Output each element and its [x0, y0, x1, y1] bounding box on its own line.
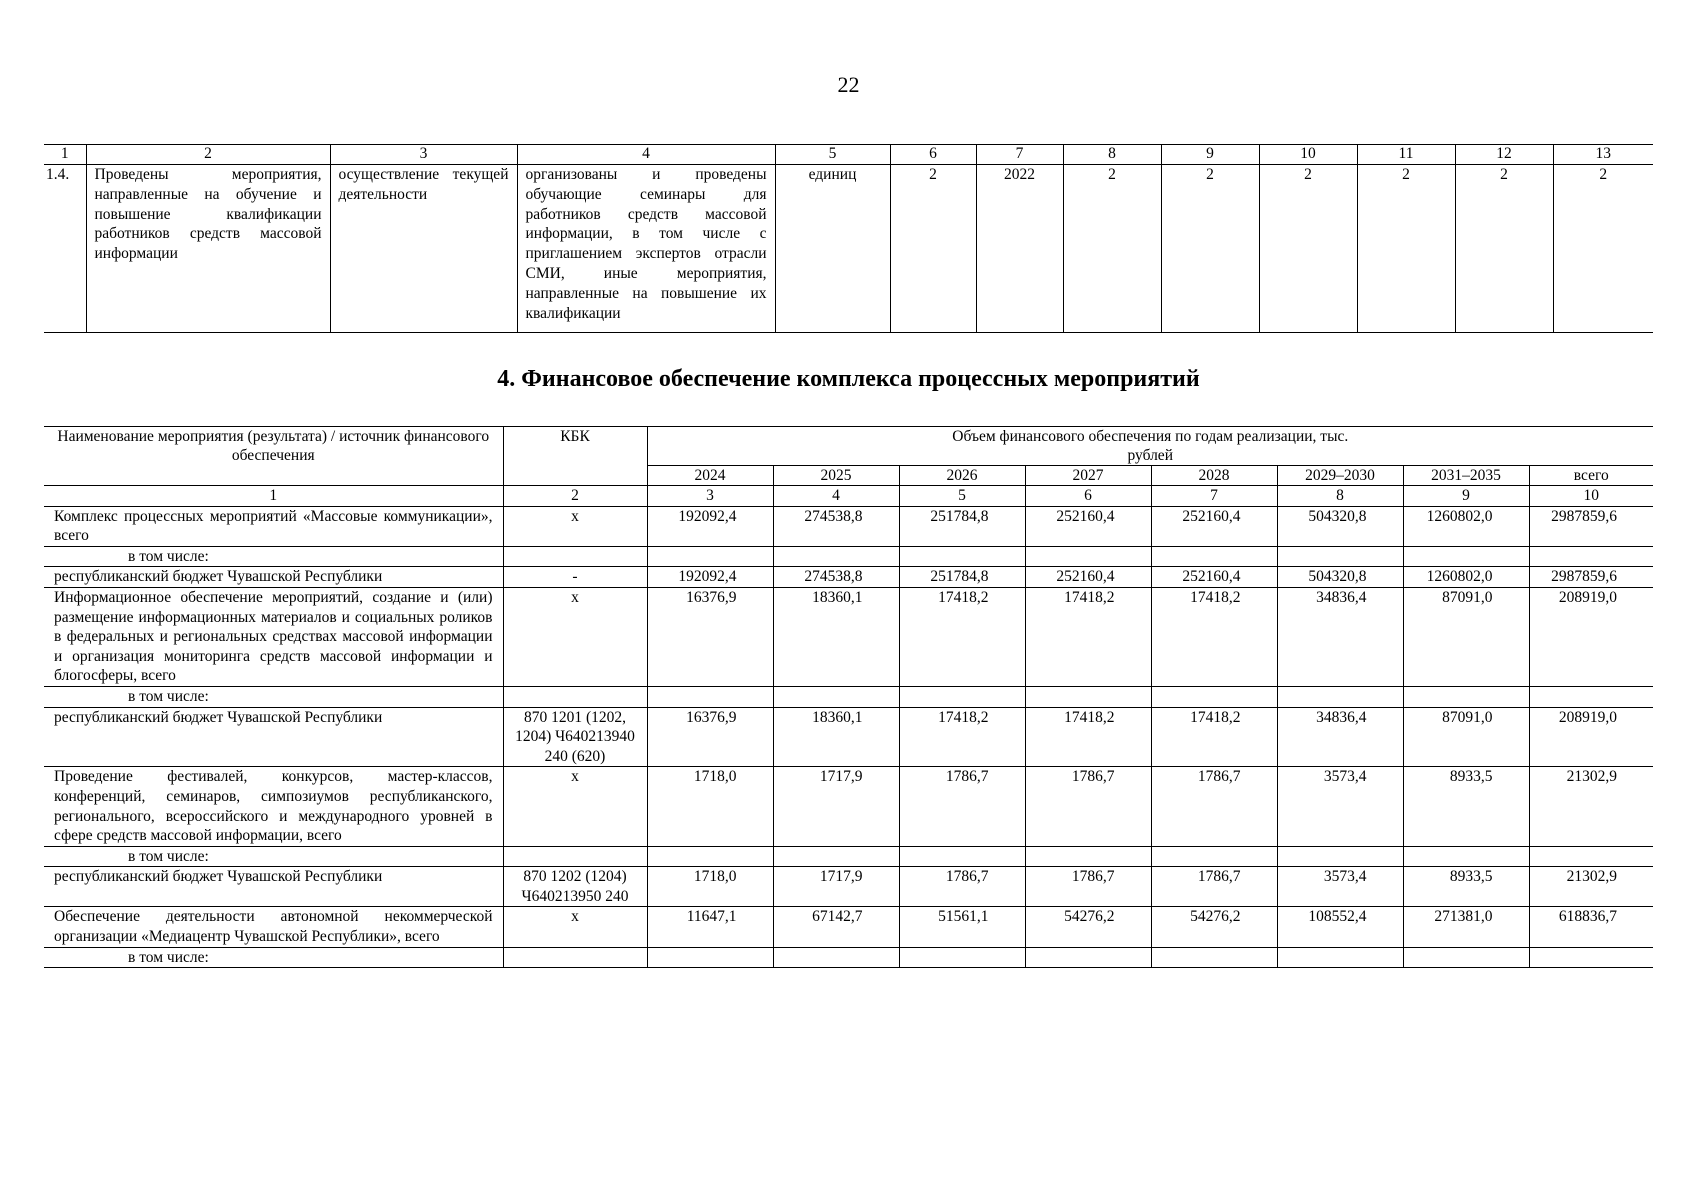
- value-cell: [1529, 846, 1653, 867]
- value-cell: 21302,9: [1529, 867, 1653, 907]
- year-header: всего: [1529, 466, 1653, 486]
- value-cell: 34836,4: [1277, 587, 1403, 686]
- column-number: 4: [773, 486, 899, 507]
- value-cell: 21302,9: [1529, 767, 1653, 846]
- value-cell: [1025, 546, 1151, 567]
- header-volume: Объем финансового обеспечения по годам реализации, тыс. рублей: [647, 427, 1653, 466]
- result-name: Проведены мероприятия, направленные на обучение и повышение квалификации работников средств массовой информации: [86, 165, 330, 333]
- value-cell: 34836,4: [1277, 707, 1403, 767]
- kbk-cell: х: [503, 907, 647, 947]
- row-name: республиканский бюджет Чувашской Республики: [44, 867, 503, 907]
- value-cell: 108552,4: [1277, 907, 1403, 947]
- value-cell: 208919,0: [1529, 587, 1653, 686]
- value-cell: 51561,1: [899, 907, 1025, 947]
- base-value: 2: [890, 165, 976, 333]
- row-name: в том числе:: [44, 546, 503, 567]
- value-cell: 2: [1161, 165, 1259, 333]
- column-number: 1: [44, 145, 86, 165]
- value-cell: [1403, 686, 1529, 707]
- value-cell: 11647,1: [647, 907, 773, 947]
- value-cell: [773, 846, 899, 867]
- value-cell: 54276,2: [1025, 907, 1151, 947]
- row-name: Обеспечение деятельности автономной некоммерческой организации «Медиацентр Чувашской Республики», всего: [44, 907, 503, 947]
- value-cell: [647, 546, 773, 567]
- value-cell: 3573,4: [1277, 867, 1403, 907]
- value-cell: [773, 947, 899, 968]
- year-header: 2031–2035: [1403, 466, 1529, 486]
- column-number: 8: [1277, 486, 1403, 507]
- value-cell: [899, 947, 1025, 968]
- value-cell: 192092,4: [647, 506, 773, 546]
- year-header: 2027: [1025, 466, 1151, 486]
- value-cell: 274538,8: [773, 506, 899, 546]
- value-cell: [1151, 846, 1277, 867]
- value-cell: 3573,4: [1277, 767, 1403, 846]
- value-cell: [1403, 947, 1529, 968]
- year-header: 2024: [647, 466, 773, 486]
- column-number: 4: [517, 145, 775, 165]
- value-cell: 16376,9: [647, 707, 773, 767]
- value-cell: [1277, 947, 1403, 968]
- value-cell: [647, 846, 773, 867]
- row-name: Проведение фестивалей, конкурсов, мастер-классов, конференций, семинаров, симпозиумов республиканского, регионального, всероссийского и международного уровней в сфере средств массовой информации, всего: [44, 767, 503, 846]
- value-cell: 252160,4: [1025, 567, 1151, 588]
- value-cell: 192092,4: [647, 567, 773, 588]
- value-cell: 252160,4: [1151, 506, 1277, 546]
- value-cell: [1025, 947, 1151, 968]
- row-name: в том числе:: [44, 686, 503, 707]
- column-number: 5: [899, 486, 1025, 507]
- column-number: 12: [1455, 145, 1553, 165]
- value-cell: [1025, 846, 1151, 867]
- column-number: 10: [1529, 486, 1653, 507]
- value-cell: [1403, 546, 1529, 567]
- value-cell: 8933,5: [1403, 767, 1529, 846]
- value-cell: 67142,7: [773, 907, 899, 947]
- kbk-cell: 870 1201 (1202, 1204) Ч640213940 240 (620): [503, 707, 647, 767]
- column-number: 11: [1357, 145, 1455, 165]
- value-cell: [1151, 686, 1277, 707]
- kbk-cell: х: [503, 767, 647, 846]
- value-cell: 2987859,6: [1529, 567, 1653, 588]
- financing-rows: [44, 506, 1653, 968]
- value-cell: [1277, 546, 1403, 567]
- row-name: в том числе:: [44, 947, 503, 968]
- table-row: [44, 907, 1653, 947]
- value-cell: [899, 546, 1025, 567]
- value-cell: 1786,7: [1151, 867, 1277, 907]
- value-cell: 2: [1357, 165, 1455, 333]
- value-cell: [1529, 947, 1653, 968]
- value-cell: 1260802,0: [1403, 567, 1529, 588]
- value-cell: 1786,7: [1151, 767, 1277, 846]
- value-cell: 252160,4: [1151, 567, 1277, 588]
- header-name: Наименование мероприятия (результата) / источник финансового обеспечения: [44, 427, 503, 486]
- value-cell: [1529, 686, 1653, 707]
- value-cell: 87091,0: [1403, 707, 1529, 767]
- value-cell: 1786,7: [899, 767, 1025, 846]
- column-number: 7: [976, 145, 1063, 165]
- value-cell: 18360,1: [773, 587, 899, 686]
- result-type: осуществление текущей деятельности: [330, 165, 517, 333]
- table-row: [44, 546, 1653, 567]
- table-header-row: [44, 427, 1653, 466]
- row-name: республиканский бюджет Чувашской Республики: [44, 707, 503, 767]
- result-description: организованы и проведены обучающие семинары для работников средств массовой информации, в том числе с приглашением экспертов отрасли СМИ, иные мероприятия, направленные на повышение их квалификации: [517, 165, 775, 333]
- year-header: 2028: [1151, 466, 1277, 486]
- column-number: 3: [330, 145, 517, 165]
- table-row: [44, 567, 1653, 588]
- table-header-row: [44, 145, 1653, 165]
- column-number: 13: [1553, 145, 1653, 165]
- kbk-cell: х: [503, 587, 647, 686]
- unit: единиц: [775, 165, 890, 333]
- value-cell: 251784,8: [899, 506, 1025, 546]
- value-cell: 1717,9: [773, 867, 899, 907]
- kbk-cell: [503, 947, 647, 968]
- value-cell: 274538,8: [773, 567, 899, 588]
- value-cell: [647, 947, 773, 968]
- value-cell: 504320,8: [1277, 567, 1403, 588]
- base-year: 2022: [976, 165, 1063, 333]
- value-cell: 17418,2: [899, 707, 1025, 767]
- value-cell: 17418,2: [1025, 587, 1151, 686]
- value-cell: [1151, 947, 1277, 968]
- table-row: [44, 767, 1653, 846]
- value-cell: [1277, 846, 1403, 867]
- value-cell: 271381,0: [1403, 907, 1529, 947]
- year-header: 2026: [899, 466, 1025, 486]
- table-row: [44, 587, 1653, 686]
- value-cell: 1718,0: [647, 867, 773, 907]
- value-cell: 251784,8: [899, 567, 1025, 588]
- value-cell: [773, 546, 899, 567]
- value-cell: [1151, 546, 1277, 567]
- value-cell: 1718,0: [647, 767, 773, 846]
- value-cell: 17418,2: [899, 587, 1025, 686]
- value-cell: [899, 846, 1025, 867]
- value-cell: 252160,4: [1025, 506, 1151, 546]
- column-number: 6: [890, 145, 976, 165]
- section-title: 4. Финансовое обеспечение комплекса процессных мероприятий: [497, 366, 1200, 392]
- column-number: 8: [1063, 145, 1161, 165]
- table-row: [44, 506, 1653, 546]
- value-cell: 1260802,0: [1403, 506, 1529, 546]
- value-cell: 1786,7: [1025, 767, 1151, 846]
- header-kbk: КБК: [503, 427, 647, 486]
- value-cell: 208919,0: [1529, 707, 1653, 767]
- value-cell: 8933,5: [1403, 867, 1529, 907]
- row-name: Комплекс процессных мероприятий «Массовые коммуникации», всего: [44, 506, 503, 546]
- value-cell: 87091,0: [1403, 587, 1529, 686]
- value-cell: 1786,7: [899, 867, 1025, 907]
- column-number: 5: [775, 145, 890, 165]
- value-cell: 2: [1455, 165, 1553, 333]
- value-cell: 1786,7: [1025, 867, 1151, 907]
- value-cell: 54276,2: [1151, 907, 1277, 947]
- kbk-cell: х: [503, 506, 647, 546]
- table-row: [44, 707, 1653, 767]
- value-cell: 16376,9: [647, 587, 773, 686]
- value-cell: 2: [1553, 165, 1653, 333]
- value-cell: 17418,2: [1025, 707, 1151, 767]
- kbk-cell: 870 1202 (1204) Ч640213950 240: [503, 867, 647, 907]
- column-number: 9: [1403, 486, 1529, 507]
- column-number: 2: [86, 145, 330, 165]
- value-cell: 17418,2: [1151, 707, 1277, 767]
- row-number: 1.4.: [44, 165, 86, 333]
- column-number: 7: [1151, 486, 1277, 507]
- kbk-cell: [503, 686, 647, 707]
- value-cell: 2: [1259, 165, 1357, 333]
- column-number: 10: [1259, 145, 1357, 165]
- row-name: республиканский бюджет Чувашской Республики: [44, 567, 503, 588]
- value-cell: 2987859,6: [1529, 506, 1653, 546]
- value-cell: [1529, 546, 1653, 567]
- value-cell: [899, 686, 1025, 707]
- column-number: 9: [1161, 145, 1259, 165]
- table-row: [44, 165, 1653, 333]
- value-cell: 618836,7: [1529, 907, 1653, 947]
- year-header: 2025: [773, 466, 899, 486]
- table-row: [44, 947, 1653, 968]
- kbk-cell: -: [503, 567, 647, 588]
- table-row: [44, 846, 1653, 867]
- results-table: [44, 144, 1653, 333]
- column-number: 1: [44, 486, 503, 507]
- kbk-cell: [503, 546, 647, 567]
- value-cell: 17418,2: [1151, 587, 1277, 686]
- financing-table: [44, 426, 1653, 968]
- value-cell: 1717,9: [773, 767, 899, 846]
- row-name: Информационное обеспечение мероприятий, создание и (или) размещение информационных материалов и социальных роликов в федеральных и региональных средствах массовой информации и организация мониторинга средств массовой информации и блогосферы, всего: [44, 587, 503, 686]
- value-cell: 504320,8: [1277, 506, 1403, 546]
- table-row: [44, 686, 1653, 707]
- value-cell: 18360,1: [773, 707, 899, 767]
- value-cell: [773, 686, 899, 707]
- column-numbers-row: [44, 486, 1653, 507]
- value-cell: [647, 686, 773, 707]
- column-number: 6: [1025, 486, 1151, 507]
- year-header: 2029–2030: [1277, 466, 1403, 486]
- kbk-cell: [503, 846, 647, 867]
- value-cell: [1277, 686, 1403, 707]
- value-cell: [1025, 686, 1151, 707]
- row-name: в том числе:: [44, 846, 503, 867]
- column-number: 3: [647, 486, 773, 507]
- column-number: 2: [503, 486, 647, 507]
- value-cell: 2: [1063, 165, 1161, 333]
- value-cell: [1403, 846, 1529, 867]
- page-number: 22: [837, 72, 860, 97]
- table-row: [44, 867, 1653, 907]
